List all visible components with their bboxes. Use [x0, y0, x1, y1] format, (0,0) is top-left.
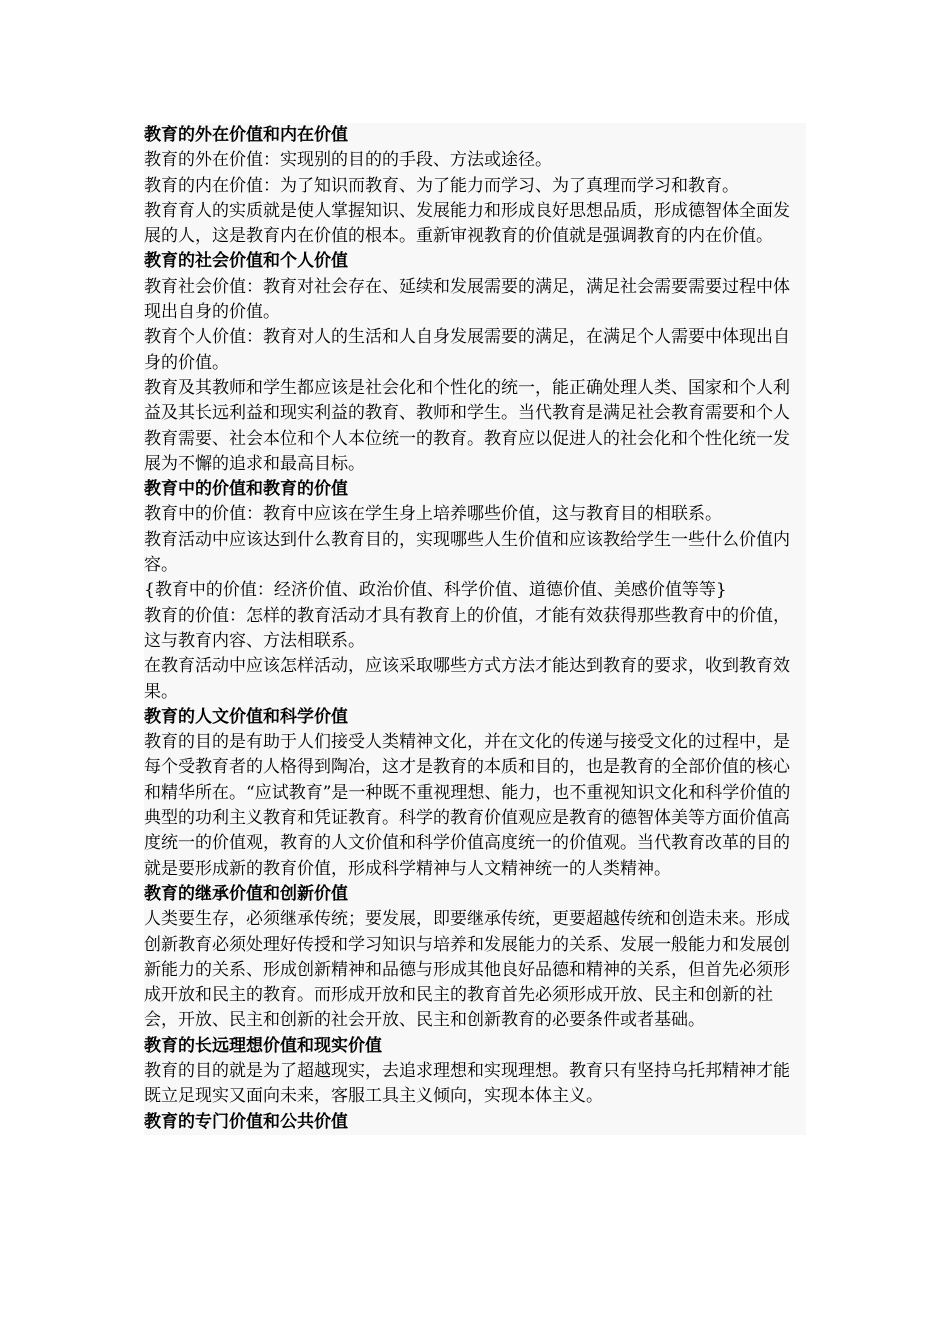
section-special-public-value	[144, 1110, 806, 1135]
paragraph: 在教育活动中应该怎样活动，应该采取哪些方式方法才能达到教育的要求，收到教育效果。	[144, 656, 790, 702]
paragraph: 教育中的价值：教育中应该在学生身上培养哪些价值，这与教育目的相联系。	[144, 504, 722, 525]
paragraph: {教育中的价值：经济价值、政治价值、科学价值、道德价值、美感价值等等}	[144, 580, 727, 601]
section-inheritance-innovation-value	[144, 882, 806, 1034]
section-humanistic-scientific-value	[144, 705, 806, 882]
paragraph: 教育的目的是有助于人们接受人类精神文化，并在文化的传递与接受文化的过程中，是每个受教育者的人格得到陶冶，这才是教育的本质和目的，也是教育的全部价值的核心和精华所在。“应试教育”是一种既不重视理想、能力，也不重视知识文化和科学价值的典型的功利主义教育和凭证教育。科学的教育价值观应是教育的德智体美等方面价值高度统一的价值观，教育的人文价值和科学价值高度统一的价值观。当代教育改革的目的就是要形成新的教育价值，形成科学精神与人文精神统一的人类精神。	[144, 732, 791, 879]
paragraph: 人类要生存，必须继承传统；要发展，即要继承传统，更要超越传统和创造未来。形成创新教育必须处理好传授和学习知识与培养和发展能力的关系、发展一般能力和发展创新能力的关系、形成创新精神和品德与形成其他良好品德和精神的关系，但首先必须形成开放和民主的教育。而形成开放和民主的教育首先必须形成开放、民主和创新的社会，开放、民主和创新的社会开放、民主和创新教育的必要条件或者基础。	[144, 909, 790, 1031]
section-value-in-education	[144, 477, 806, 705]
section-heading: 教育的外在价值和内在价值	[144, 125, 348, 145]
document-body	[144, 123, 806, 1135]
section-external-internal-value	[144, 123, 806, 249]
paragraph: 教育的外在价值：实现别的目的的手段、方法或途径。	[144, 150, 552, 171]
paragraph: 教育活动中应该达到什么教育目的，实现哪些人生价值和应该教给学生一些什么价值内容。	[144, 529, 790, 576]
section-heading: 教育的长远理想价值和现实价值	[144, 1035, 382, 1056]
paragraph: 教育育人的实质就是使人掌握知识、发展能力和形成良好思想品质，形成德智体全面发展的人，这是教育内在价值的根本。重新审视教育的价值就是强调教育的内在价值。	[144, 200, 790, 247]
section-social-personal-value	[144, 249, 806, 477]
paragraph: 教育的价值：怎样的教育活动才具有教育上的价值，才能有效获得那些教育中的价值，这与教育内容、方法相联系。	[144, 605, 790, 651]
section-heading: 教育的人文价值和科学价值	[144, 706, 348, 727]
section-ideal-realistic-value	[144, 1034, 806, 1110]
paragraph: 教育的内在价值：为了知识而教育、为了能力而学习、为了真理而学习和教育。	[144, 175, 739, 196]
section-heading: 教育的社会价值和个人价值	[144, 251, 348, 272]
paragraph: 教育个人价值：教育对人的生活和人自身发展需要的满足，在满足个人需要中体现出自身的价值。	[144, 327, 790, 373]
paragraph: 教育的目的就是为了超越现实，去追求理想和实现理想。教育只有坚持乌托邦精神才能既立足现实又面向未来，客服工具主义倾向，实现本体主义。	[144, 1060, 790, 1107]
section-heading: 教育的专门价值和公共价值	[144, 1111, 348, 1132]
section-heading: 教育中的价值和教育的价值	[144, 479, 348, 500]
paragraph: 教育及其教师和学生都应该是社会化和个性化的统一，能正确处理人类、国家和个人利益及其长远利益和现实利益的教育、教师和学生。当代教育是满足社会教育需要和个人教育需要、社会本位和个人本位统一的教育。教育应以促进人的社会化和个性化统一发展为不懈的追求和最高目标。	[144, 377, 790, 474]
section-heading: 教育的继承价值和创新价值	[144, 883, 348, 904]
paragraph: 教育社会价值：教育对社会存在、延续和发展需要的满足，满足社会需要需要过程中体现出自身的价值。	[144, 276, 790, 323]
